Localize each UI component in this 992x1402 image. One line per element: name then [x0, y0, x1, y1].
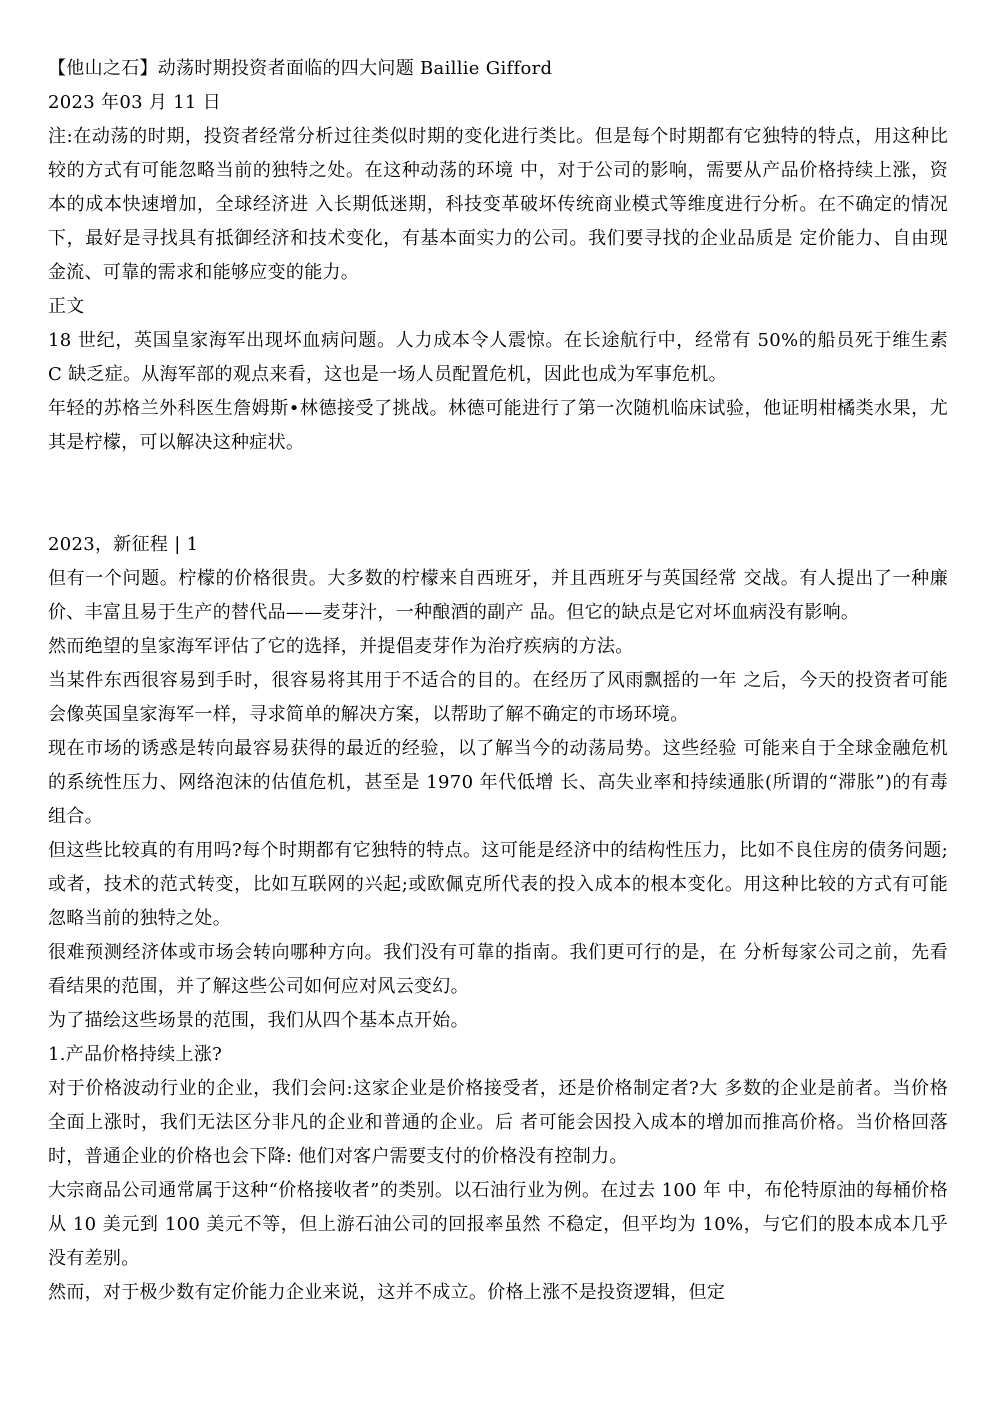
doc-title: 【他山之石】动荡时期投资者面临的四大问题 Baillie Gifford	[48, 58, 553, 79]
paragraph: 很难预测经济体或市场会转向哪种方向。我们没有可靠的指南。我们更可行的是，在 分析每家公司之前，先看看结果的范围，并了解这些公司如何应对风云变幻。	[48, 942, 948, 997]
paragraph: 然而，对于极少数有定价能力企业来说，这并不成立。价格上涨不是投资逻辑，但定	[48, 1282, 726, 1303]
page-gap	[48, 460, 948, 528]
paragraph: 但有一个问题。柠檬的价格很贵。大多数的柠檬来自西班牙，并且西班牙与英国经常 交战。有人提出了一种廉价、丰富且易于生产的替代品——麦芽汁，一种酿酒的副产 品。但它的缺点是它对坏血病没有影响。	[48, 568, 948, 623]
paragraph: 18 世纪，英国皇家海军出现坏血病问题。人力成本令人震惊。在长途航行中，经常有 50%的船员死于维生素 C 缺乏症。从海军部的观点来看，这也是一场人员配置危机，因此也成为军事危机。	[48, 330, 948, 385]
paragraph: 但这些比较真的有用吗?每个时期都有它独特的特点。这可能是经济中的结构性压力，比如不良住房的债务问题;或者，技术的范式转变，比如互联网的兴起;或欧佩克所代表的投入成本的根本变化。用这种比较的方式有可能忽略当前的独特之处。	[48, 840, 948, 929]
paragraph: 当某件东西很容易到手时，很容易将其用于不适合的目的。在经历了风雨飘摇的一年 之后，今天的投资者可能会像英国皇家海军一样，寻求简单的解决方案，以帮助了解不确定的市场环境。	[48, 670, 948, 725]
section-heading: 1.产品价格持续上涨?	[48, 1044, 223, 1065]
paragraph: 大宗商品公司通常属于这种“价格接收者”的类别。以石油行业为例。在过去 100 年 中，布伦特原油的每桶价格从 10 美元到 100 美元不等，但上游石油公司的回报率虽然 不稳定，但平均为 10%，与它们的股本成本几乎没有差别。	[48, 1180, 948, 1269]
paragraph: 为了描绘这些场景的范围，我们从四个基本点开始。	[48, 1010, 469, 1031]
doc-date: 2023 年03 月 11 日	[48, 92, 222, 113]
section-heading: 正文	[48, 296, 85, 317]
paragraph: 注:在动荡的时期，投资者经常分析过往类似时期的变化进行类比。但是每个时期都有它独特的特点，用这种比较的方式有可能忽略当前的独特之处。在这种动荡的环境 中，对于公司的影响，需要从产品价格持续上涨，资本的成本快速增加，全球经济进 入长期低迷期，科技变革破坏传统商业模式等维度进行分析。在不确定的情况下，最好是寻找具有抵御经济和技术变化，有基本面实力的公司。我们要寻找的企业品质是 定价能力、自由现金流、可靠的需求和能够应变的能力。	[48, 126, 948, 283]
paragraph: 现在市场的诱惑是转向最容易获得的最近的经验，以了解当今的动荡局势。这些经验 可能来自于全球金融危机的系统性压力、网络泡沫的估值危机，甚至是 1970 年代低增 长、高失业率和持续通胀(所谓的“滞胀”)的有毒组合。	[48, 738, 948, 827]
paragraph: 年轻的苏格兰外科医生詹姆斯•林德接受了挑战。林德可能进行了第一次随机临床试验，他证明柑橘类水果，尤其是柠檬，可以解决这种症状。	[48, 398, 948, 453]
paragraph: 对于价格波动行业的企业，我们会问:这家企业是价格接受者，还是价格制定者?大 多数的企业是前者。当价格全面上涨时，我们无法区分非凡的企业和普通的企业。后 者可能会因投入成本的增加而推高价格。当价格回落时，普通企业的价格也会下降: 他们对客户需要支付的价格没有控制力。	[48, 1078, 948, 1167]
paragraph: 然而绝望的皇家海军评估了它的选择，并提倡麦芽作为治疗疾病的方法。	[48, 636, 634, 657]
page-footer-marker: 2023，新征程 | 1	[48, 534, 199, 555]
document-page	[48, 52, 948, 1310]
